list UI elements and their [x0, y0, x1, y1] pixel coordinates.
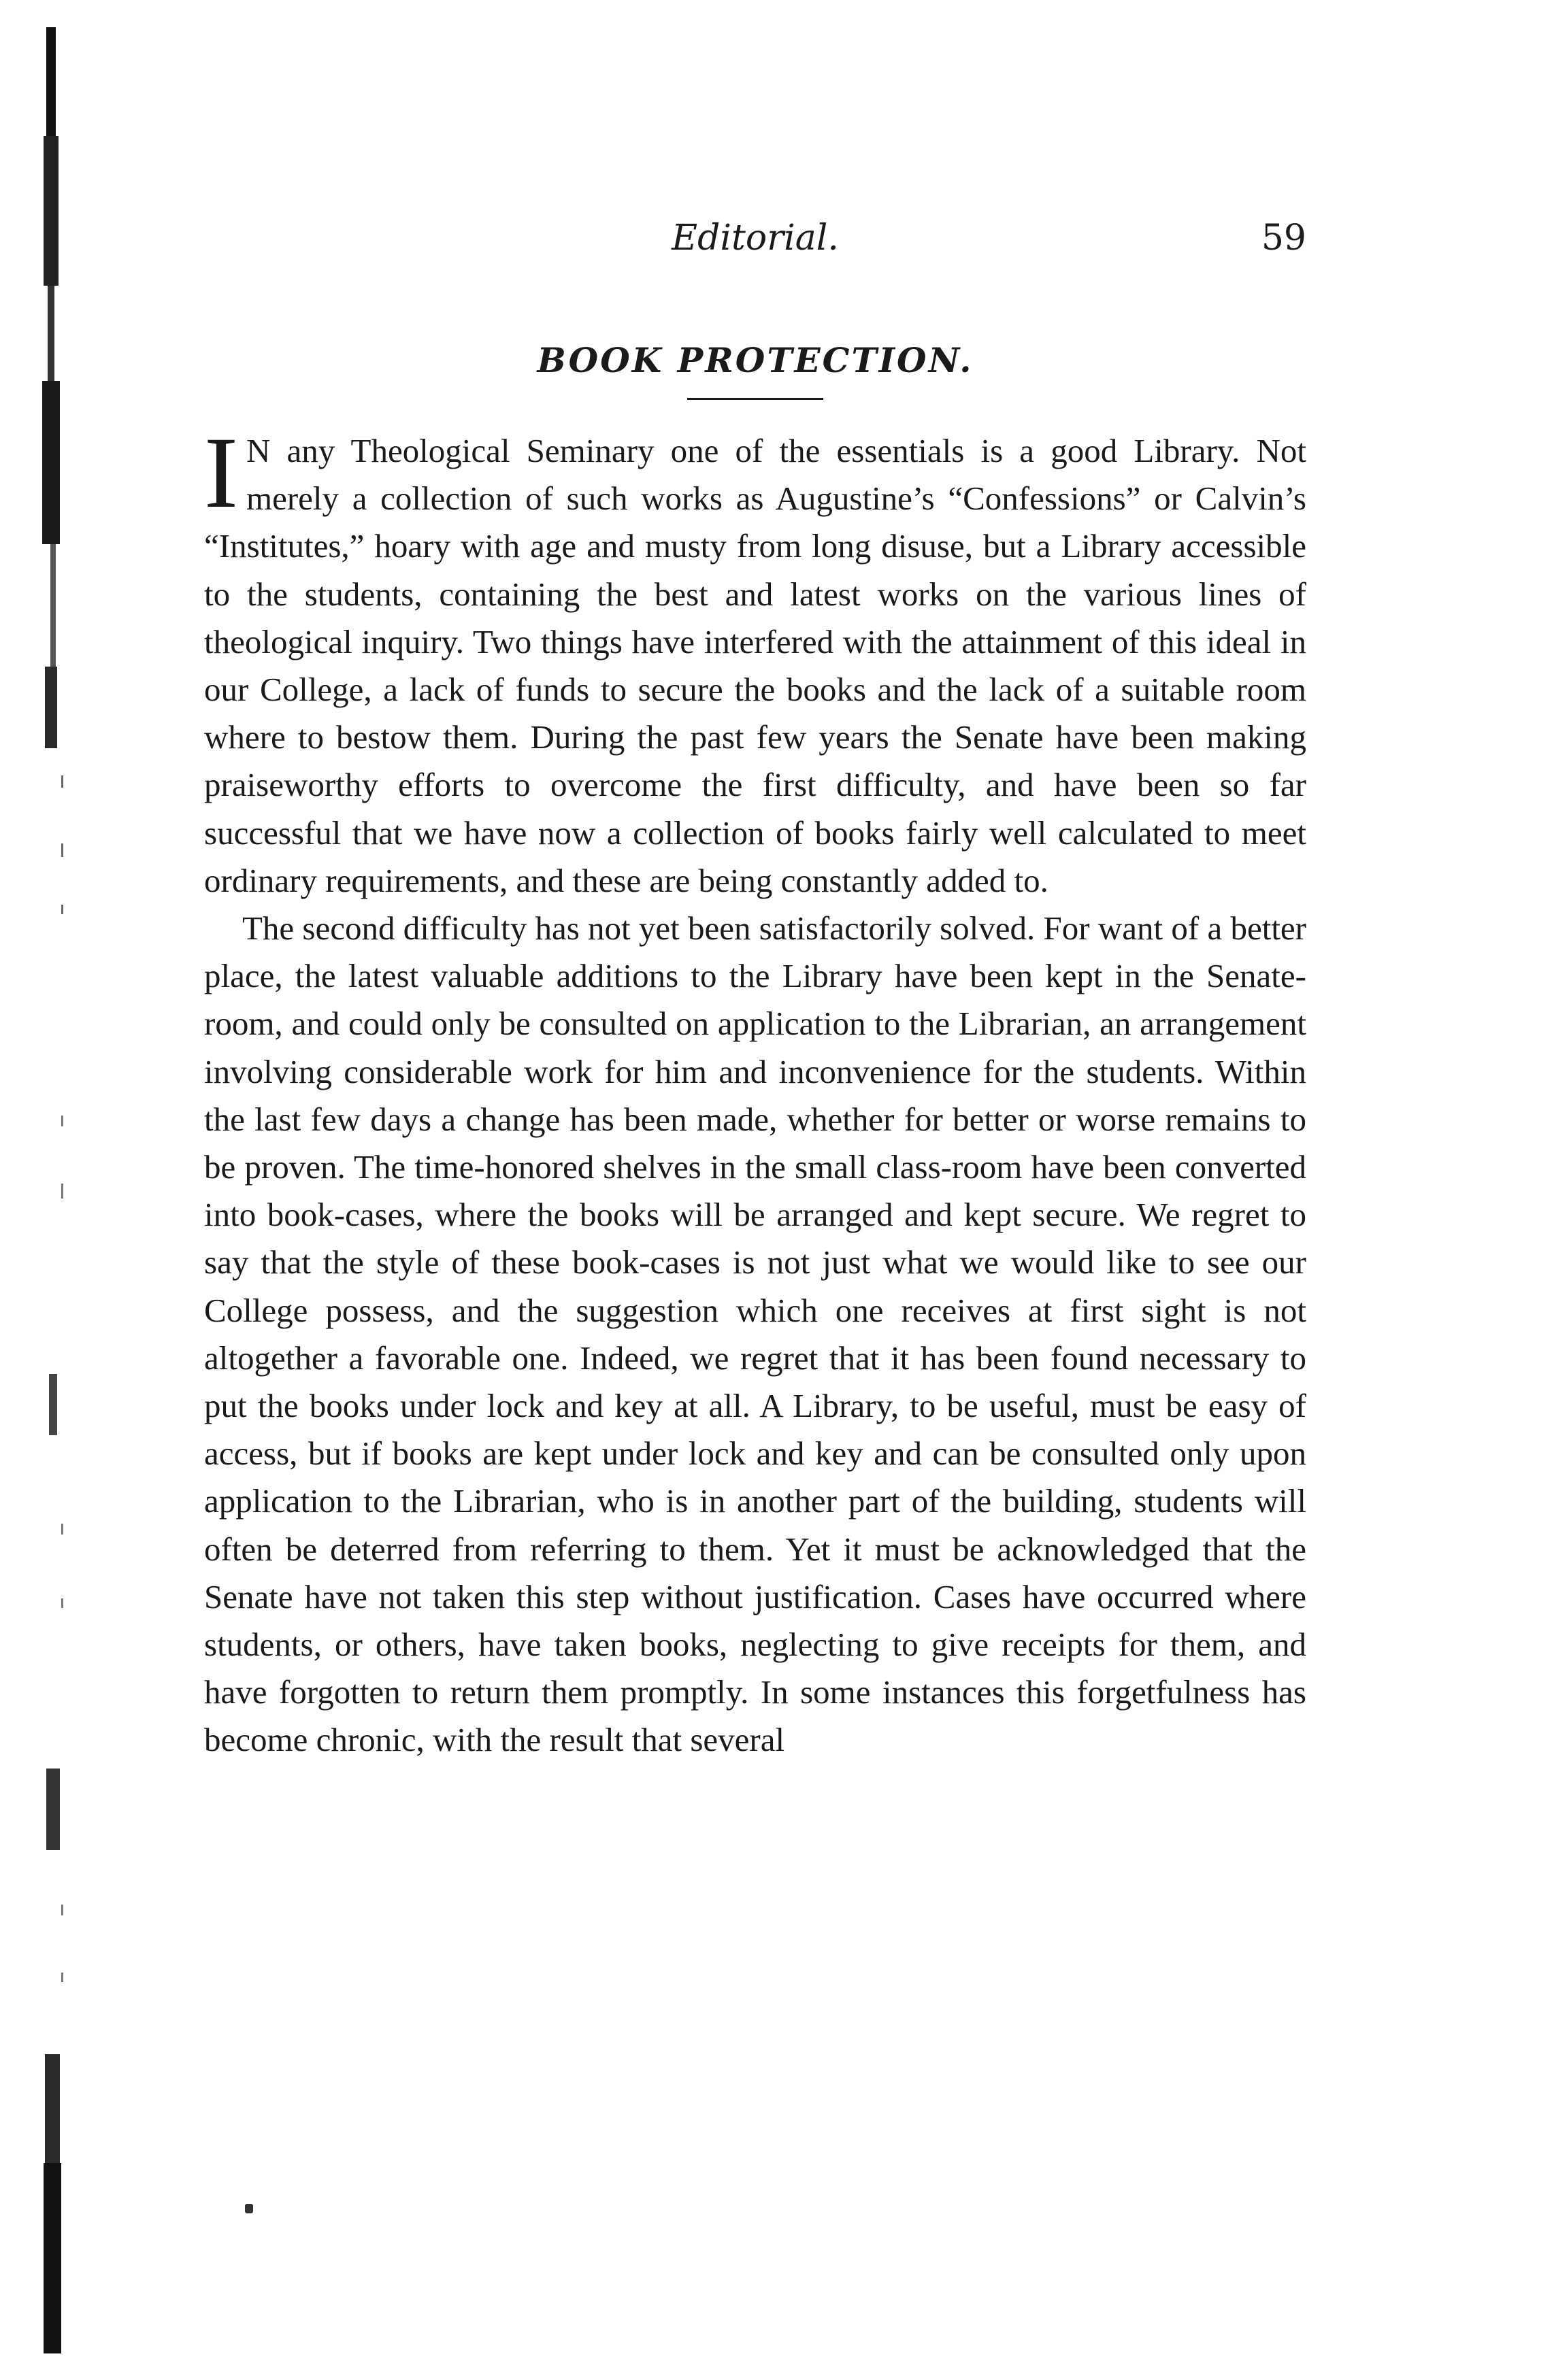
drop-cap: I: [204, 416, 238, 529]
page-number: 59: [1261, 218, 1306, 258]
paragraph-1-text: N any Theological Seminary one of the essentials is a good Library. Not merely a collection of such works as Augustine’s “Confessions” or Calvin’s “Institutes,” hoary with age and musty from long disuse, but a Library accessible to the students, containing the best and latest works on the various lines of theological inquiry. Two things have interfered with the attainment of this ideal in our College, a lack of funds to secure the books and the lack of a suitable room where to bestow them. During the past few years the Senate have been making praiseworthy efforts to overcome the first difficulty, and have been so far successful that we have now a collection of books fairly well calculated to meet ordinary requirements, and these are being constantly added to.: [204, 432, 1306, 899]
book-page: [204, 218, 1306, 1764]
title-rule: [687, 398, 823, 400]
binding-edge-shadow: [41, 27, 82, 2353]
running-head-title: Editorial.: [672, 218, 839, 258]
ink-speck: [245, 2204, 253, 2213]
paragraph-2: The second difficulty has not yet been satisfactorily solved. For want of a better place, the latest valuable additions to the Library have been kept in the Senate-room, and could only be consulted on application to the Librarian, an arrangement involving considerable work for him and inconvenience for the students. Within the last few days a change has been made, whether for better or worse remains to be proven. The time-honored shelves in the small class-room have been converted into book-cases, where the books will be arranged and kept secure. We regret to say that the style of these book-cases is not just what we would like to see our College possess, and the suggestion which one receives at first sight is not altogether a favorable one. Indeed, we regret that it has been found necessary to put the books under lock and key at all. A Library, to be useful, must be easy of access, but if books are kept under lock and key and can be consulted only upon application to the Librarian, who is in another part of the building, students will often be deterred from referring to them. Yet it must be acknowledged that the Senate have not taken this step without justification. Cases have occurred where students, or others, have taken books, neglecting to give receipts for them, and have forgotten to return them promptly. In some instances this forgetfulness has become chronic, with the result that several: [204, 909, 1306, 1759]
article-title: BOOK PROTECTION.: [537, 340, 974, 380]
running-head: [204, 218, 1306, 272]
paragraph-1: [204, 416, 1306, 905]
